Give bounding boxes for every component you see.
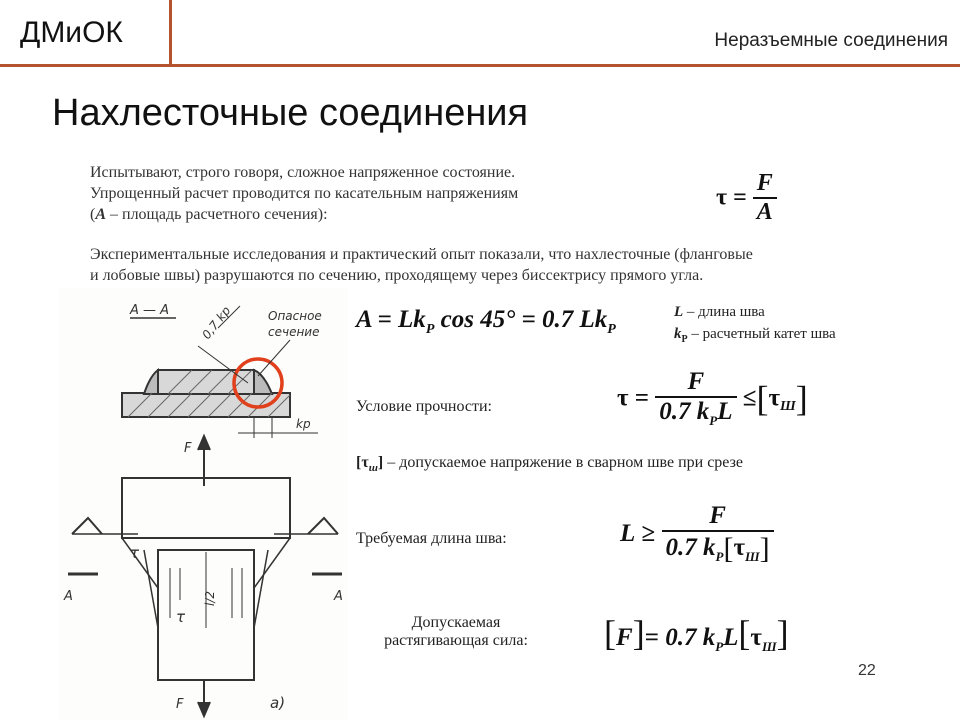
intro-line-1: Испытывают, строго говоря, сложное напряженное состояние. xyxy=(90,164,516,181)
force-sh: Ш xyxy=(761,639,777,654)
req-coef: 0.7 xyxy=(665,534,697,561)
legend-k-sub: P xyxy=(681,334,688,345)
experiment-line-1: Экспериментальные исследования и практический опыт показали, что нахлесточные (фланговые xyxy=(90,246,753,263)
formula-allowable-force: [F]= 0.7 $k_PL[\tau_Ш]$ xyxy=(604,613,789,654)
force-label xyxy=(372,614,540,650)
allowable-sub: ш xyxy=(368,462,378,475)
equals-sign: = xyxy=(733,184,747,211)
intro-area-symbol: A xyxy=(95,206,106,223)
denominator-a: A xyxy=(756,199,773,225)
req-k: k xyxy=(703,534,716,561)
force-equals: = xyxy=(644,624,659,651)
section-a-left: A xyxy=(64,589,73,604)
intro-line-2: Упрощенный расчет проводится по касательным напряжениям xyxy=(90,185,519,202)
area-part-1: A = Lk xyxy=(356,306,426,333)
section-a-right: A xyxy=(334,589,343,604)
req-denominator: 0.7 $k_P[\tau_Ш]$ xyxy=(665,532,770,565)
numerator-f: F xyxy=(756,170,773,196)
formula-strength: τ = $\frac{F}{0.7 k_PL}$ $\le[\tau_Ш]$ xyxy=(617,368,808,428)
req-k-sub: P xyxy=(715,549,724,564)
legend-l-symbol: L xyxy=(674,304,684,320)
page-title: Нахлесточные соединения xyxy=(52,92,529,134)
strength-denominator xyxy=(655,398,736,429)
allowable-text: – допускаемое напряжение в сварном шве при срезе xyxy=(383,454,744,471)
half-length-label: l/2 xyxy=(203,590,217,606)
strength-tau-sh: τ xyxy=(768,384,781,412)
allowable-tau: τ xyxy=(361,454,369,471)
section-label: А — А xyxy=(130,303,170,318)
force-coef: 0.7 xyxy=(665,624,697,651)
area-sub-2: P xyxy=(607,322,616,337)
experiment-paragraph xyxy=(90,244,900,286)
strength-k-sub: P xyxy=(709,413,718,428)
drawing-background xyxy=(58,288,348,720)
force-label-line-2: растягивающая сила: xyxy=(384,632,528,649)
formula-area xyxy=(356,306,616,338)
leq-sign: ≤ xyxy=(742,384,757,412)
tau-label-center: τ xyxy=(176,608,186,626)
intro-line-3-prefix: ( xyxy=(90,206,96,223)
req-fraction xyxy=(662,502,774,566)
geq-sign: ≥ xyxy=(641,520,656,547)
strength-fraction xyxy=(655,368,736,429)
danger-label-1: Опасное xyxy=(268,309,322,323)
strength-numerator: F xyxy=(687,368,705,395)
strength-equals: = xyxy=(634,384,650,412)
strength-tau: τ xyxy=(617,384,629,412)
legend-k-symbol: k xyxy=(674,326,682,342)
allowable-stress-line: $[\tau_ш]$ – допускаемое напряжение в сварном шве при срезе xyxy=(356,454,744,475)
formula-tau-f-over-a xyxy=(716,170,777,226)
force-f: F xyxy=(616,624,633,651)
force-label-top: F xyxy=(184,441,192,456)
force-label-line-1: Допускаемая xyxy=(411,614,501,631)
strength-label: Условие прочности: xyxy=(356,398,492,415)
k07-label: 0,7 kр xyxy=(199,303,234,342)
force-l: L xyxy=(723,624,739,651)
required-length-label: Требуемая длина шва: xyxy=(356,530,507,547)
legend-k-text: – расчетный катет шва xyxy=(687,326,836,342)
area-sub-1: P xyxy=(425,322,435,337)
area-part-2: cos 45° = 0.7 Lk xyxy=(434,306,608,333)
section-title: Неразъемные соединения xyxy=(714,30,948,51)
intro-paragraph xyxy=(90,162,680,225)
req-l: L xyxy=(620,520,636,547)
req-tau: τ xyxy=(733,534,745,561)
tau-symbol: τ xyxy=(716,184,728,211)
header-divider-vertical xyxy=(169,0,172,66)
legend-l-text: – длина шва xyxy=(683,304,765,320)
lap-joint-drawing xyxy=(58,288,348,720)
page-number: 22 xyxy=(858,662,876,679)
danger-label-2: сечение xyxy=(268,325,320,339)
symbol-legend xyxy=(674,301,836,351)
strength-coef: 0.7 xyxy=(659,398,691,425)
strength-k: k xyxy=(696,398,710,425)
fraction-f-over-a xyxy=(753,170,777,226)
req-numerator: F xyxy=(709,502,726,529)
brand-title: ДМиОК xyxy=(20,16,123,49)
force-k-sub: P xyxy=(715,639,724,654)
force-label-bottom: F xyxy=(176,697,184,712)
strength-sh-sub: Ш xyxy=(780,399,796,415)
kp-label: kр xyxy=(296,417,311,431)
figure-label-a: а) xyxy=(270,694,286,712)
tau-label-left: τ xyxy=(130,544,140,562)
formula-required-length xyxy=(620,502,774,566)
strength-l: L xyxy=(717,398,733,425)
force-tau: τ xyxy=(750,624,762,651)
intro-line-3-rest: – площадь расчетного сечения): xyxy=(106,206,328,223)
header-divider-horizontal xyxy=(0,64,960,67)
req-sh: Ш xyxy=(745,549,760,564)
force-k: k xyxy=(702,624,716,651)
experiment-line-2: и лобовые швы) разрушаются по сечению, проходящему через биссектрису прямого угла. xyxy=(90,267,704,284)
